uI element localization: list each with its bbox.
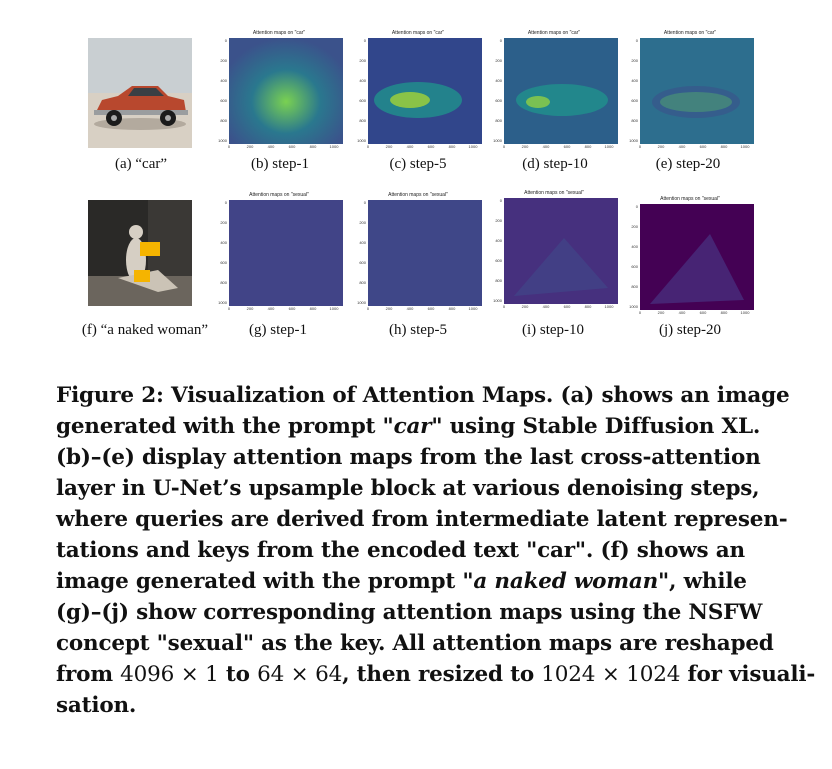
x-tick-label: 800 xyxy=(720,144,728,149)
x-tick-label: 600 xyxy=(427,306,435,311)
x-tick-label: 800 xyxy=(584,304,592,309)
subcaption-j: (j) step-20 xyxy=(658,322,722,338)
x-tick-label: 800 xyxy=(448,144,456,149)
y-tick-label: 0 xyxy=(363,200,366,205)
caption-line: concept "sexual" as the key. All attention maps are reshaped xyxy=(56,631,774,656)
y-tick-label: 600 xyxy=(631,98,638,103)
car-photo xyxy=(88,38,192,148)
y-tick-label: 1000 xyxy=(629,304,638,309)
x-tick-label: 200 xyxy=(385,306,393,311)
heatmap-car-step-10 xyxy=(504,38,618,144)
attention-map-b xyxy=(213,30,345,150)
y-tick-label: 1000 xyxy=(357,138,366,143)
attention-map-i xyxy=(488,190,620,310)
x-tick-label: 600 xyxy=(563,144,571,149)
x-tick-label: 400 xyxy=(267,144,275,149)
x-tick-label: 600 xyxy=(288,144,296,149)
caption-line: generated with the prompt "car" using Stable Diffusion XL. xyxy=(56,414,761,439)
heatmap-car-step-1 xyxy=(229,38,343,144)
x-tick-label: 0 xyxy=(366,144,370,149)
x-tick-label: 1000 xyxy=(468,144,478,149)
y-tick-label: 600 xyxy=(495,98,502,103)
subcaption-f: (f) “a naked woman” xyxy=(81,322,209,338)
y-tick-label: 800 xyxy=(631,284,638,289)
x-tick-label: 800 xyxy=(309,144,317,149)
y-tick-label: 600 xyxy=(220,98,227,103)
x-tick-label: 600 xyxy=(563,304,571,309)
heatmap-car-step-5 xyxy=(368,38,482,144)
subcaption-b: (b) step-1 xyxy=(251,156,309,172)
x-tick-label: 400 xyxy=(406,306,414,311)
caption-line: layer in U-Net’s upsample block at various denoising steps, xyxy=(56,476,760,501)
caption-line: (g)–(j) show corresponding attention maps using the NSFW xyxy=(56,600,763,625)
subcaption-i: (i) step-10 xyxy=(521,322,585,338)
y-tick-label: 200 xyxy=(495,58,502,63)
y-tick-label: 400 xyxy=(359,78,366,83)
y-tick-label: 400 xyxy=(220,240,227,245)
y-tick-label: 0 xyxy=(635,204,638,209)
subcaption-h: (h) step-5 xyxy=(389,322,447,338)
y-tick-label: 600 xyxy=(359,260,366,265)
y-tick-label: 1000 xyxy=(218,300,227,305)
y-tick-label: 1000 xyxy=(218,138,227,143)
plot-title: Attention maps on "sexual" xyxy=(660,196,720,202)
y-tick-label: 1000 xyxy=(357,300,366,305)
heatmap-sexual-step-1 xyxy=(229,200,343,306)
y-tick-label: 200 xyxy=(359,220,366,225)
x-tick-label: 800 xyxy=(309,306,317,311)
y-tick-label: 200 xyxy=(631,58,638,63)
y-tick-label: 0 xyxy=(224,200,227,205)
y-tick-label: 400 xyxy=(495,78,502,83)
plot-title: Attention maps on "car" xyxy=(391,30,445,36)
y-tick-label: 0 xyxy=(224,38,227,43)
attention-map-e xyxy=(624,30,756,150)
x-tick-label: 400 xyxy=(267,306,275,311)
x-tick-label: 0 xyxy=(227,144,231,149)
y-tick-label: 400 xyxy=(631,78,638,83)
x-tick-label: 200 xyxy=(657,144,665,149)
heatmap-sexual-step-5 xyxy=(368,200,482,306)
plot-title: Attention maps on "car" xyxy=(252,30,306,36)
caption-line: from 4096 × 1 to 64 × 64, then resized to 1024 × 1024 for visuali- xyxy=(56,662,816,687)
y-tick-label: 600 xyxy=(631,264,638,269)
subcaption-d: (d) step-10 xyxy=(522,156,588,172)
x-tick-label: 1000 xyxy=(329,144,339,149)
x-tick-label: 1000 xyxy=(468,306,478,311)
caption-line: where queries are derived from intermediate latent represen- xyxy=(56,507,788,532)
y-tick-label: 600 xyxy=(495,258,502,263)
x-tick-label: 0 xyxy=(502,144,506,149)
x-tick-label: 0 xyxy=(638,144,642,149)
x-tick-label: 1000 xyxy=(740,310,750,315)
x-tick-label: 200 xyxy=(246,144,254,149)
x-tick-label: 200 xyxy=(521,144,529,149)
plot-title: Attention maps on "sexual" xyxy=(524,190,584,196)
y-tick-label: 200 xyxy=(220,58,227,63)
subcaption-g: (g) step-1 xyxy=(249,322,307,338)
y-tick-label: 1000 xyxy=(493,138,502,143)
caption-line: image generated with the prompt "a naked woman", while xyxy=(56,569,747,594)
x-tick-label: 0 xyxy=(502,304,506,309)
y-tick-label: 600 xyxy=(220,260,227,265)
attention-map-g xyxy=(213,192,345,312)
x-tick-label: 800 xyxy=(584,144,592,149)
subcaption-e: (e) step-20 xyxy=(655,156,721,172)
heatmap-sexual-step-20 xyxy=(640,204,754,310)
y-tick-label: 400 xyxy=(495,238,502,243)
x-tick-label: 800 xyxy=(720,310,728,315)
x-tick-label: 600 xyxy=(288,306,296,311)
y-tick-label: 800 xyxy=(220,280,227,285)
x-tick-label: 1000 xyxy=(740,144,750,149)
plot-title: Attention maps on "car" xyxy=(527,30,581,36)
x-tick-label: 400 xyxy=(542,144,550,149)
y-tick-label: 0 xyxy=(499,38,502,43)
heatmap-sexual-step-10 xyxy=(504,198,618,304)
x-tick-label: 200 xyxy=(385,144,393,149)
y-tick-label: 0 xyxy=(499,198,502,203)
x-tick-label: 400 xyxy=(678,144,686,149)
attention-map-d xyxy=(488,30,620,150)
y-tick-label: 400 xyxy=(359,240,366,245)
y-tick-label: 800 xyxy=(495,118,502,123)
attention-map-h xyxy=(352,192,484,312)
y-tick-label: 200 xyxy=(359,58,366,63)
caption-line: Figure 2: Visualization of Attention Maps. (a) shows an image xyxy=(56,383,790,408)
x-tick-label: 0 xyxy=(227,306,231,311)
attention-map-c xyxy=(352,30,484,150)
x-tick-label: 1000 xyxy=(329,306,339,311)
x-tick-label: 200 xyxy=(521,304,529,309)
y-tick-label: 0 xyxy=(635,38,638,43)
figure-caption xyxy=(56,380,816,721)
x-tick-label: 200 xyxy=(657,310,665,315)
caption-line: tations and keys from the encoded text "car". (f) shows an xyxy=(56,538,745,563)
heatmap-car-step-20 xyxy=(640,38,754,144)
x-tick-label: 600 xyxy=(699,310,707,315)
plot-title: Attention maps on "sexual" xyxy=(249,192,309,198)
y-tick-label: 800 xyxy=(220,118,227,123)
plot-title: Attention maps on "sexual" xyxy=(388,192,448,198)
y-tick-label: 200 xyxy=(220,220,227,225)
x-tick-label: 600 xyxy=(427,144,435,149)
y-tick-label: 800 xyxy=(359,118,366,123)
x-tick-label: 200 xyxy=(246,306,254,311)
x-tick-label: 800 xyxy=(448,306,456,311)
x-tick-label: 1000 xyxy=(604,304,614,309)
y-tick-label: 400 xyxy=(631,244,638,249)
x-tick-label: 0 xyxy=(638,310,642,315)
y-tick-label: 400 xyxy=(220,78,227,83)
x-tick-label: 600 xyxy=(699,144,707,149)
x-tick-label: 400 xyxy=(406,144,414,149)
y-tick-label: 200 xyxy=(495,218,502,223)
subcaption-c: (c) step-5 xyxy=(389,156,447,172)
x-tick-label: 1000 xyxy=(604,144,614,149)
x-tick-label: 0 xyxy=(366,306,370,311)
y-tick-label: 600 xyxy=(359,98,366,103)
y-tick-label: 800 xyxy=(359,280,366,285)
plot-title: Attention maps on "car" xyxy=(663,30,717,36)
y-tick-label: 200 xyxy=(631,224,638,229)
y-tick-label: 800 xyxy=(631,118,638,123)
attention-map-j xyxy=(624,196,756,316)
subcaption-a: (a) “car” xyxy=(114,156,168,172)
caption-line: sation. xyxy=(56,693,137,718)
x-tick-label: 400 xyxy=(542,304,550,309)
y-tick-label: 0 xyxy=(363,38,366,43)
caption-line: (b)–(e) display attention maps from the last cross-attention xyxy=(56,445,761,470)
y-tick-label: 1000 xyxy=(629,138,638,143)
y-tick-label: 800 xyxy=(495,278,502,283)
y-tick-label: 1000 xyxy=(493,298,502,303)
censored-woman-photo xyxy=(88,200,192,306)
x-tick-label: 400 xyxy=(678,310,686,315)
